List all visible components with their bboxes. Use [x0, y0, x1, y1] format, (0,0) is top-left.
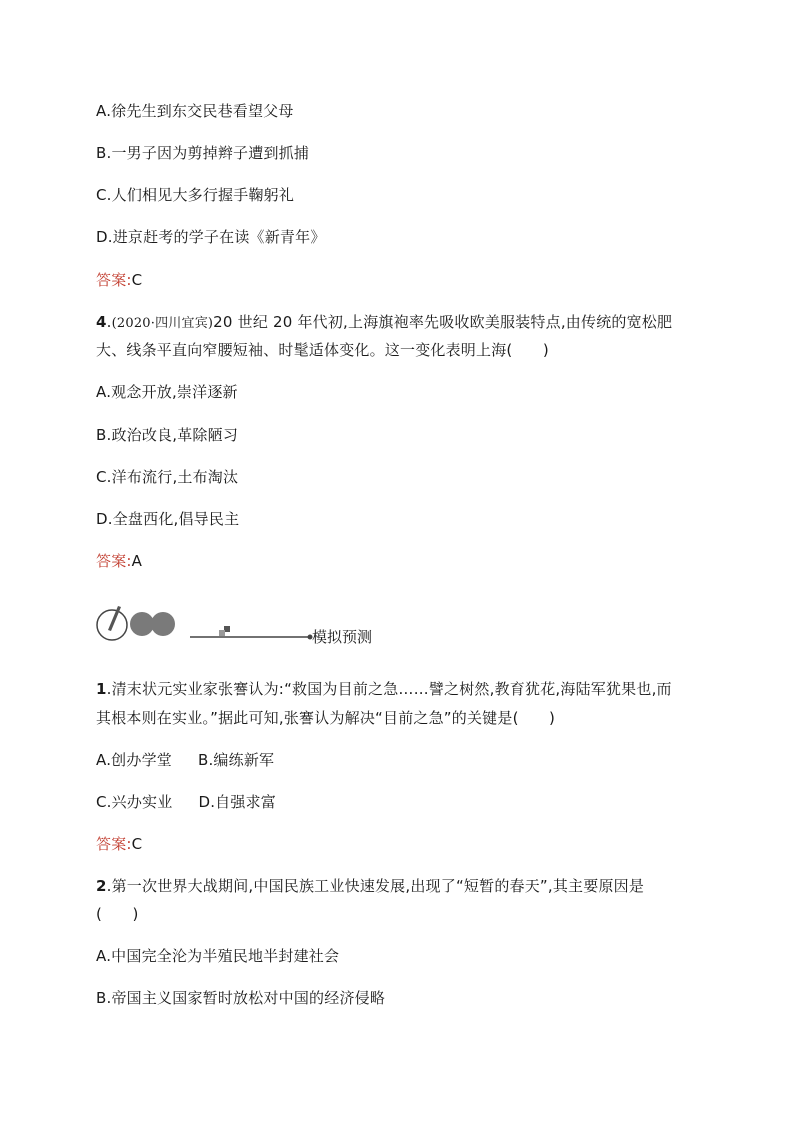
m2-stem-line1 — [96, 877, 644, 895]
section-header — [94, 600, 394, 646]
question-source: (2020·四川宜宾) — [111, 316, 214, 331]
q3-answer — [96, 271, 142, 289]
q4-option-a: A.观念开放,崇洋逐新 — [96, 383, 238, 401]
answer-value: A — [131, 552, 143, 570]
m1-stem-line2: 其根本则在实业。”据此可知,张謇认为解决“目前之急”的关键是( ) — [96, 709, 556, 727]
dot-right — [151, 612, 175, 636]
m1-stem-line1 — [96, 680, 672, 698]
question-number: 1 — [96, 680, 107, 698]
q4-stem-line1: 4.(2020·四川宜宾)20 世纪 20 年代初,上海旗袍率先吸收欧美服装特点,由传统的宽松肥 — [96, 313, 673, 331]
q3-option-c: C.人们相见大多行握手鞠躬礼 — [96, 186, 295, 204]
m2-stem-line2: ( ) — [96, 905, 139, 923]
m1-stem-text: .清末状元实业家张謇认为:“救国为目前之急……譬之树然,教育犹花,海陆军犹果也,而 — [106, 680, 672, 698]
dot-left — [130, 612, 154, 636]
q3-option-b: B.一男子因为剪掉辫子遭到抓捕 — [96, 144, 310, 162]
q4-option-c: C.洋布流行,土布淘汰 — [96, 468, 239, 486]
m1-answer — [96, 835, 142, 853]
m2-option-b: B.帝国主义国家暂时放松对中国的经济侵略 — [96, 989, 386, 1007]
q4-option-b: B.政治改良,革除陋习 — [96, 426, 239, 444]
question-number: 2 — [96, 877, 107, 895]
q4-stem-line2: 大、线条平直向窄腰短袖、时髦适体变化。这一变化表明上海( ) — [96, 341, 549, 359]
answer-label: 答案: — [96, 552, 132, 570]
m1-option-a: A.创办学堂 — [96, 751, 172, 769]
m1-option-c: C.兴办实业 — [96, 793, 173, 811]
answer-label: 答案: — [96, 835, 132, 853]
m1-options-row1 — [96, 751, 274, 769]
answer-label: 答案: — [96, 271, 132, 289]
m1-options-row2 — [96, 793, 276, 811]
q3-option-a: A.徐先生到东交民巷看望父母 — [96, 102, 294, 120]
m1-option-b: B.编练新军 — [197, 751, 275, 769]
answer-value: C — [131, 835, 143, 853]
answer-value: C — [131, 271, 143, 289]
q4-stem-text: 20 世纪 20 年代初,上海旗袍率先吸收欧美服装特点,由传统的宽松肥 — [213, 313, 673, 331]
q4-answer — [96, 552, 142, 570]
q3-option-d: D.进京赶考的学子在读《新青年》 — [96, 228, 326, 246]
m2-stem-text: .第一次世界大战期间,中国民族工业快速发展,出现了“短暂的春天”,其主要原因是 — [106, 877, 645, 895]
m1-option-d: D.自强求富 — [198, 793, 276, 811]
m2-option-a: A.中国完全沦为半殖民地半封建社会 — [96, 947, 340, 965]
section-title: 模拟预测 — [312, 628, 373, 646]
question-number: 4 — [96, 313, 107, 331]
q4-option-d: D.全盘西化,倡导民主 — [96, 510, 240, 528]
